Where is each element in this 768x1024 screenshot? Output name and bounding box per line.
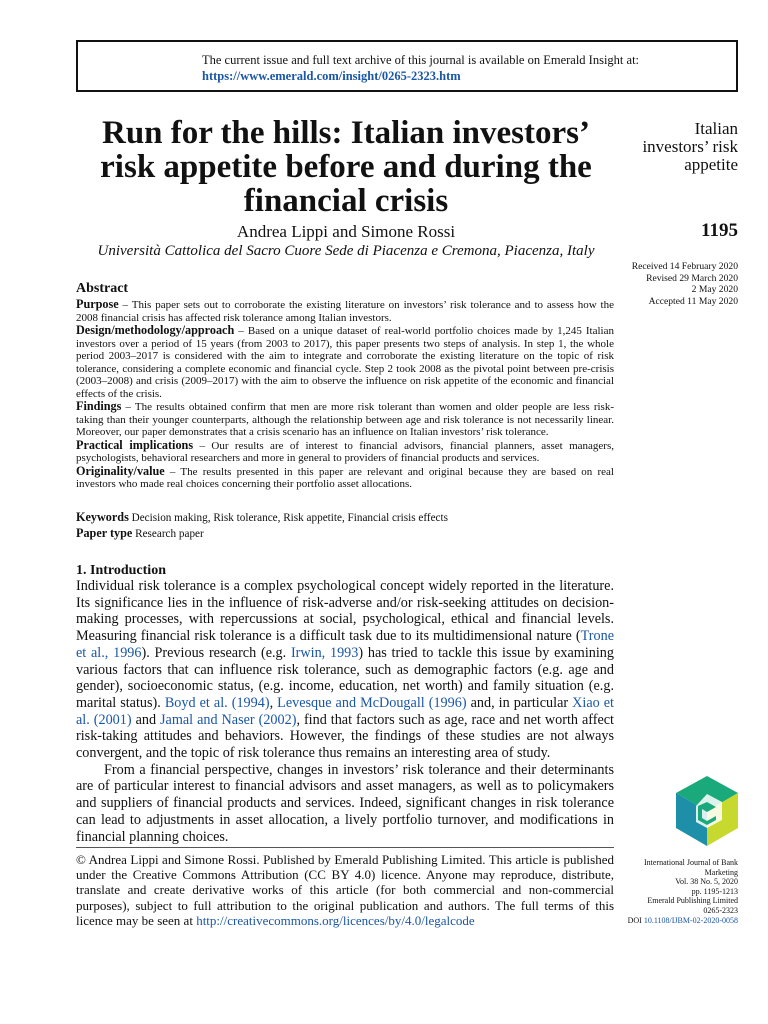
page-number: 1195 <box>701 220 738 241</box>
emerald-logo-icon <box>676 776 738 846</box>
citation-link[interactable]: Jamal and Naser (2002) <box>160 711 297 728</box>
text-run: ) has tried to tackle this issue by examining various factors that can influence risk tolerance, such as demographic factors (e.g. age and gender), socioeconomic status, (e.g. income, education, net worth) and family situation (e.g. marital status). <box>76 644 614 711</box>
abstract-findings <box>76 400 614 439</box>
article-title: Run for the hills: Italian investors’ risk appetite before and during the financial crisis <box>100 115 592 219</box>
journal-url-link[interactable]: https://www.emerald.com/insight/0265-2323.htm <box>202 69 461 83</box>
journal-citation <box>600 858 738 925</box>
abstract-heading: Abstract <box>76 281 129 296</box>
journal-publisher: Emerald Publishing Limited <box>647 896 738 906</box>
history-received: Received 14 February 2020 <box>631 261 738 272</box>
running-title <box>618 120 738 174</box>
text-run: , <box>269 694 278 711</box>
abstract-body <box>76 298 614 491</box>
originality-text: – The results presented in this paper are relevant and original because they are based on real investors who made real choices concerning their portfolio asset allocations. <box>76 465 614 490</box>
doi-label: DOI <box>627 915 644 925</box>
history-revised: Revised 29 March 2020 <box>646 272 738 284</box>
paper-type-label: Paper type <box>76 526 133 540</box>
originality-label: Originality/value <box>76 463 165 478</box>
license-link[interactable]: http://creativecommons.org/licences/by/4.0/legalcode <box>196 912 475 928</box>
introduction-body <box>76 578 614 845</box>
license-notice <box>76 852 614 928</box>
text-run: and <box>131 711 161 728</box>
practical-text: – Our results are of interest to financial advisors, financial planners, asset managers, psychologists, behavioral researchers and more in general to providers of financial products and services. <box>76 439 615 464</box>
purpose-text: – This paper sets out to corroborate the existing literature on investors’ risk tolerance and to assess how the 2008 financial crisis has affected risk tolerance among Italian investors. <box>76 299 614 324</box>
design-text: – Based on a unique dataset of real-world portfolio choices made by 1,245 Italian investors over a period of 15 years (from 2003 to 2017), this paper presents two steps of analysis. In step 1, the whole period 2003–2017 is considered with the aim to integrate and corroborate the existing literature on the topic of risk tolerance, considering a complete economic and financial cycle. Step 2 took 2008 as the pivotal point between pre-crisis (2003–2008) and crisis (2009–2017) with the aim to observe the influence on risk appetite of the economic and financial effects of the crisis. <box>76 325 614 400</box>
intro-paragraph-1 <box>76 578 614 762</box>
intro-paragraph-2: From a financial perspective, changes in investors’ risk tolerance and their determinants are of particular interest to financial advisors and asset managers, as well as to policymakers and suppliers of financial products and services. Indeed, significant changes in risk tolerance can lead to adjustments in asset allocation, a lively portfolio turnover, and modifications in financial planning choices. <box>76 761 614 845</box>
text-run: and, in particular <box>466 694 573 711</box>
history-revised-2: 2 May 2020 <box>691 284 738 295</box>
abstract-practical <box>76 439 614 465</box>
keywords-label: Keywords <box>76 510 129 524</box>
journal-doi <box>600 916 738 926</box>
findings-label: Findings <box>76 399 122 413</box>
text-run: , find that factors such as age, race and net worth affect risk-taking attitudes and behaviors. However, the findings of these studies are not always convergent, and the topic of risk tolerance thus remains an interesting area of study. <box>76 711 614 762</box>
citation-link[interactable]: Xiao et al. (2001) <box>76 694 614 728</box>
citation-link[interactable]: Boyd et al. (1994) <box>164 694 270 711</box>
journal-volume: Vol. 38 No. 5, 2020 <box>675 877 738 887</box>
license-text: © Andrea Lippi and Simone Rossi. Published by Emerald Publishing Limited. This article is published under the Creative Commons Attribution (CC BY 4.0) licence. Anyone may reproduce, distribute, translate and create derivative works of this article (for both commercial and non-commercial purposes), subject to full attribution to the original publication and authors. The full terms of this licence may be seen at <box>76 852 614 928</box>
design-label: Design/methodology/approach <box>76 323 235 337</box>
keywords <box>76 510 448 525</box>
practical-label: Practical implications <box>76 437 194 452</box>
findings-text: – The results obtained confirm that men are more risk tolerant than women and older people are less risk-taking than their younger counterparts, although the relationship between age and risk tolerance is not necessarily linear. Moreover, our paper demonstrates that a crisis scenario has an influence on Italian investors’ risk tolerance. <box>76 401 614 438</box>
paper-type <box>76 526 204 541</box>
citation-link[interactable]: Irwin, 1993 <box>290 644 359 661</box>
running-title-line: appetite <box>684 155 738 174</box>
footnote-divider <box>76 847 614 848</box>
submission-history <box>600 261 738 307</box>
running-title-line: investors’ risk <box>642 137 738 156</box>
journal-issn: 0265-2323 <box>703 905 738 915</box>
journal-pages: pp. 1195-1213 <box>691 886 738 896</box>
citation-link[interactable]: Levesque and McDougall (1996) <box>277 694 467 711</box>
text-run: ). Previous research (e.g. <box>141 644 291 661</box>
abstract-purpose <box>76 298 614 324</box>
keywords-text: Decision making, Risk tolerance, Risk appetite, Financial crisis effects <box>128 512 448 524</box>
article-authors: Andrea Lippi and Simone Rossi <box>236 222 456 241</box>
running-title-line: Italian <box>694 119 738 138</box>
abstract-design <box>76 324 614 400</box>
section-heading-introduction: 1. Introduction <box>76 563 166 578</box>
doi-link[interactable]: 10.1108/IJBM-02-2020-0058 <box>643 915 738 925</box>
text-run: Individual risk tolerance is a complex psychological concept widely reported in the literature. Its significance lies in the influence of risk-adverse and/or risk-seeking attitudes on decision-making processes, with repercussions at social, psychological, ethical and financial levels. Measuring financial risk tolerance is a difficult task due to its multidimensional nature ( <box>76 578 614 645</box>
author-affiliation: Università Cattolica del Sacro Cuore Sede di Piacenza e Cremona, Piacenza, Italy <box>97 243 595 259</box>
history-accepted: Accepted 11 May 2020 <box>648 295 738 307</box>
paper-type-text: Research paper <box>132 528 204 540</box>
purpose-label: Purpose <box>76 297 119 311</box>
journal-name: International Journal of Bank <box>644 858 738 867</box>
archive-notice-text: The current issue and full text archive of this journal is available on Emerald Insight at: <box>202 53 640 67</box>
abstract-originality <box>76 465 614 491</box>
citation-link[interactable]: Trone et al., 1996 <box>76 628 614 661</box>
journal-archive-notice <box>76 40 738 92</box>
journal-name-cont: Marketing <box>704 867 738 877</box>
